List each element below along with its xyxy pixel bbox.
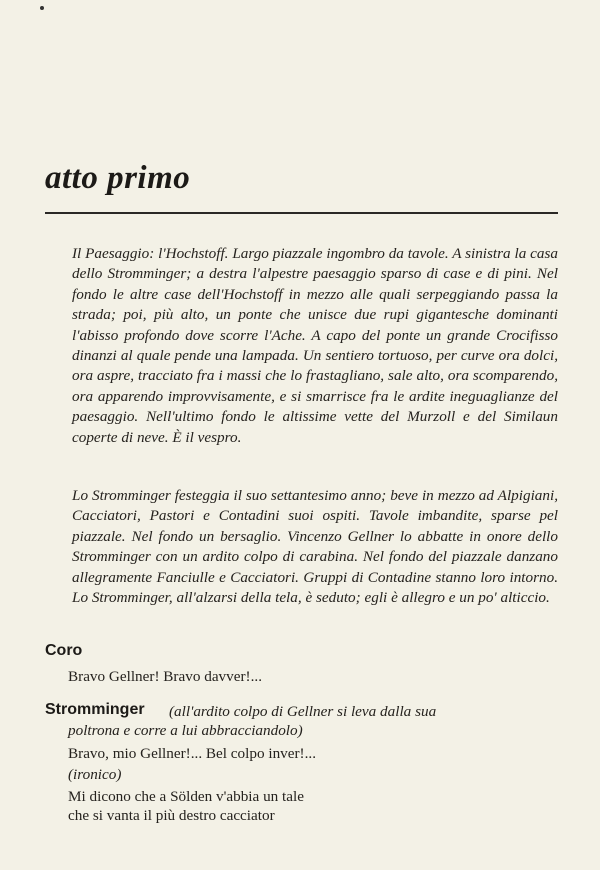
coro-verse: Bravo Gellner! Bravo davver!... xyxy=(68,668,262,685)
speaker-stromminger: Stromminger xyxy=(45,701,145,718)
stage-direction-action: Lo Stromminger festeggia il suo settantesimo anno; beve in mezzo ad Alpigiani, Cacciatori, Pastori e Contadini suoi ospiti. Tavole imbandite, sparse pel piazzale. Nel fondo un bersaglio. Vincenzo Gellner lo abbatte in onore dello Stromminger con un ardito colpo di carabina. Nel fondo del piazzale danzano allegramente Fanciulle e Cacciatori. Gruppi di Contadine stanno loro intorno. Lo Stromminger, all'alzarsi della tela, è seduto; egli è allegro e un po' alticcio. xyxy=(72,487,558,607)
ink-dot xyxy=(40,6,44,10)
stromminger-direction-line-1: (all'ardito colpo di Gellner si leva dalla sua xyxy=(169,703,437,720)
title-rule xyxy=(45,212,558,214)
stromminger-aside: (ironico) xyxy=(68,766,122,783)
stromminger-verse-3: che si vanta il più destro cacciator xyxy=(68,807,275,824)
stromminger-verse-1: Bravo, mio Gellner!... Bel colpo inver!... xyxy=(68,745,316,762)
stromminger-direction-line-2: poltrona e corre a lui abbracciandolo) xyxy=(68,722,303,739)
stage-direction-setting: Il Paesaggio: l'Hochstoff. Largo piazzale ingombro da tavole. A sinistra la casa dello Stromminger; a destra l'alpestre paesaggio sparso di case e di pini. Nel fondo le altre case dell'Hochstoff in mezzo alle quali serpeggiando passa la strada; poi, più alto, un ponte che unisce due rupi gigantesche dominanti l'abisso profondo dove scorre l'Ache. A capo del ponte un grande Crocifisso dinanzi al quale pende una lampada. Un sentiero tortuoso, per curve ora dolci, ora aspre, tracciato fra i massi che lo frastagliano, sale alto, ora scomparendo, ora apparendo improvvisamente, e si smarrisce fra le ardite ineguaglianze del paesaggio. Nell'ultimo fondo le altissime vette del Murzoll e del Similaun coperte di neve. È il vespro. xyxy=(72,245,558,446)
act-title: atto primo xyxy=(45,160,191,196)
stromminger-verse-2: Mi dicono che a Sölden v'abbia un tale xyxy=(68,788,304,805)
speaker-coro: Coro xyxy=(45,642,83,659)
